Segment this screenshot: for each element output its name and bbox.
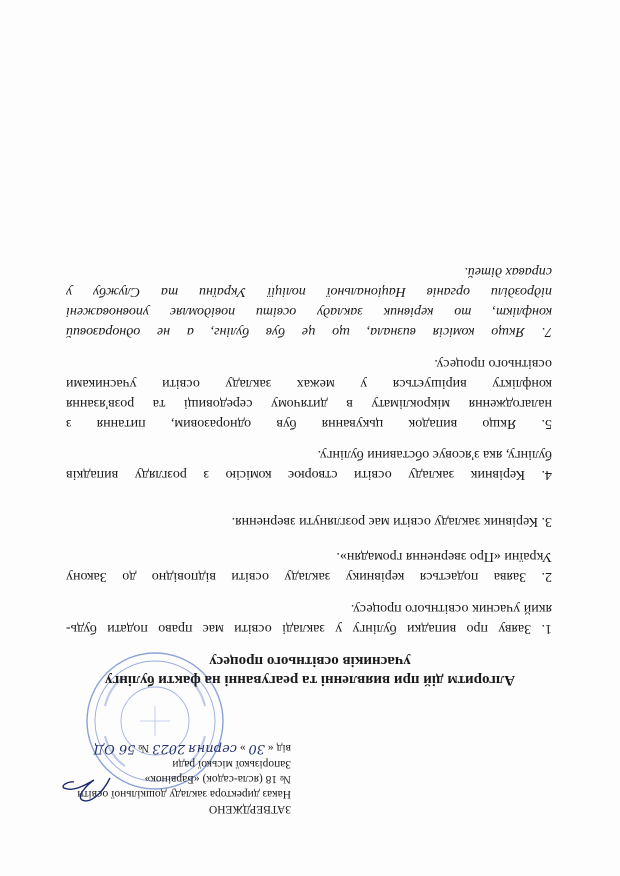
list-item <box>66 511 552 531</box>
approval-line-kindergarten: № 18 (ясла-садок) «Барвінок» <box>144 773 291 785</box>
date-month: серпня <box>188 741 237 756</box>
list-item-line: справах дітей. <box>464 264 552 279</box>
document-heading <box>30 651 590 689</box>
approval-date <box>21 740 291 756</box>
approval-line-order: Наказ директора закладу дошкільної освіти <box>77 788 291 800</box>
heading-line-1: Алгоритм дій при виявленні та реагуванні на факти булінгу <box>104 672 516 688</box>
list-item-line: 1. Заяву про випадки булінгу у закладі освіти має право подати будь- <box>66 621 552 636</box>
approval-title: ЗАТВЕРДЖЕНО <box>208 803 291 815</box>
list-item-line: освітнього процесу. <box>434 356 552 371</box>
date-day: 30 <box>248 741 266 756</box>
list-item-line: 4. Керівник закладу освіти створює комісію з розгляду випадків <box>66 467 552 482</box>
list-item-line: 5. Якщо випадок цькування був одноразовим, питання з <box>66 416 552 431</box>
list-item <box>66 444 552 484</box>
list-item <box>66 546 552 586</box>
list-item-line: 7. Якщо комісія визнала, що це був булінг, а не одноразовий <box>66 324 552 339</box>
date-number: 56 ОД <box>93 741 136 756</box>
list-item <box>66 353 552 433</box>
list-item-line: 2. Заява подається керівнику закладу освіти відповідно до Закону <box>66 569 552 584</box>
list-item-line: підрозділи органів Національної поліції України та Службу у <box>66 284 552 299</box>
list-item-line: конфлікт, то керівник закладу освіти повідомляє уповноважені <box>66 304 552 319</box>
list-item-line: булінгу, яка з'ясовує обставини булінгу. <box>317 447 552 462</box>
list-item-line: 3. Керівник закладу освіти має розглянути звернення. <box>231 514 552 529</box>
list-item <box>66 598 552 638</box>
list-item-line: який учасник освітнього процесу. <box>350 601 552 616</box>
list-item-line: конфлікту вирішується у межах закладу освіти учасниками <box>66 376 552 391</box>
list-item <box>66 261 552 341</box>
approval-line-council: Запорізької міської ради <box>172 758 291 770</box>
heading-line-2: учасників освітнього процесу <box>209 653 411 669</box>
list-item-line: налагодження мікроклімату в дитячому середовищі та розв'язання <box>66 396 552 411</box>
date-year: 2023 <box>152 741 186 756</box>
signature <box>50 774 260 814</box>
list-item-line: України «Про звернення громадян». <box>336 549 552 564</box>
date-no-label: № <box>138 742 150 754</box>
date-mid: » <box>239 742 246 754</box>
date-prefix: від « <box>267 742 291 754</box>
